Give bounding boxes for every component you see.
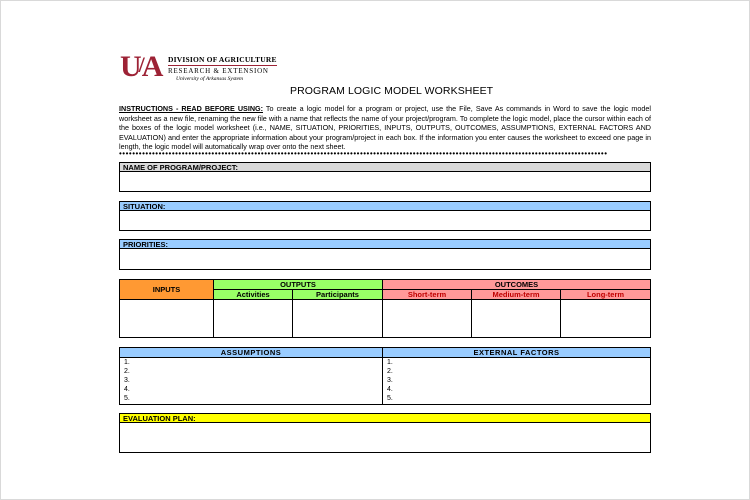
evaluation-input-area[interactable] (120, 423, 650, 452)
participants-cell[interactable] (293, 300, 383, 337)
medium-term-cell[interactable] (472, 300, 561, 337)
situation-section (119, 201, 651, 231)
long-term-header: Long-term (561, 290, 650, 300)
list-item: 2. (124, 368, 130, 375)
inputs-cell[interactable] (120, 300, 214, 337)
evaluation-label: EVALUATION PLAN: (120, 414, 650, 423)
external-factors-column[interactable] (383, 348, 650, 404)
priorities-section (119, 239, 651, 270)
outcomes-header: OUTCOMES (383, 280, 650, 290)
list-item: 4. (124, 386, 130, 393)
logo-line-2: RESEARCH & EXTENSION (168, 67, 269, 75)
assumptions-header: ASSUMPTIONS (120, 348, 382, 358)
situation-input-area[interactable] (120, 211, 650, 230)
assumptions-column[interactable] (120, 348, 383, 404)
logo-text (168, 55, 277, 82)
instructions-text: To create a logic model for a program or project, use the File, Save As commands in Word to save the logic model worksheet as a new file, renaming the new file with a name that reflects the name of your project/program. To complete the logic model, place the cursor within each of the boxes of the logic model worksheet (i.e., NAME, SITUATION, PRIORITIES, INPUTS, OUTPUTS, OUTCOMES, ASSUMPTIONS, EXTERNAL FACTORS AND EVALUATION) and enter the appropriate information about your program/project in each box. If the information you enter causes the worksheet to exceed one page in length, the logic model will automatically wrap over onto the next sheet. (119, 104, 651, 151)
logic-model-table (119, 279, 651, 338)
situation-label: SITUATION: (120, 202, 650, 211)
name-input-area[interactable] (120, 172, 650, 191)
list-item: 1. (387, 359, 393, 366)
list-item: 2. (387, 368, 393, 375)
assumptions-external-table (119, 347, 651, 405)
logo-line-1: DIVISION OF AGRICULTURE (168, 55, 277, 64)
outputs-header: OUTPUTS (214, 280, 383, 290)
short-term-header: Short-term (383, 290, 472, 300)
activities-cell[interactable] (214, 300, 293, 337)
logo (120, 52, 280, 86)
external-factors-header: EXTERNAL FACTORS (383, 348, 650, 358)
evaluation-section (119, 413, 651, 453)
priorities-input-area[interactable] (120, 249, 650, 269)
list-item: 1. (124, 359, 130, 366)
logo-line-3: University of Arkansas System (176, 76, 243, 82)
list-item: 5. (387, 395, 393, 402)
name-section (119, 162, 651, 192)
page-title: PROGRAM LOGIC MODEL WORKSHEET (290, 85, 494, 97)
medium-term-header: Medium-term (472, 290, 561, 300)
list-item: 3. (124, 377, 130, 384)
inputs-header: INPUTS (120, 280, 214, 300)
list-item: 4. (387, 386, 393, 393)
short-term-cell[interactable] (383, 300, 472, 337)
external-factors-list (383, 358, 650, 403)
list-item: 3. (387, 377, 393, 384)
list-item: 5. (124, 395, 130, 402)
activities-header: Activities (214, 290, 293, 300)
logo-mark: U/A (120, 50, 162, 83)
instructions-lead: INSTRUCTIONS - READ BEFORE USING: (119, 104, 263, 113)
instructions (119, 104, 651, 152)
dotted-divider: •••••••••••••••••••••••••••••••••••••••••••••••••••••••••••••••••••••••••••••••••••••••••••••••••••••••••••••••••••••••••••••••••••••••••••••••••••• (119, 149, 608, 158)
priorities-label: PRIORITIES: (120, 240, 650, 249)
name-label: NAME OF PROGRAM/PROJECT: (120, 163, 650, 172)
long-term-cell[interactable] (561, 300, 650, 337)
participants-header: Participants (293, 290, 383, 300)
assumptions-list (120, 358, 382, 403)
